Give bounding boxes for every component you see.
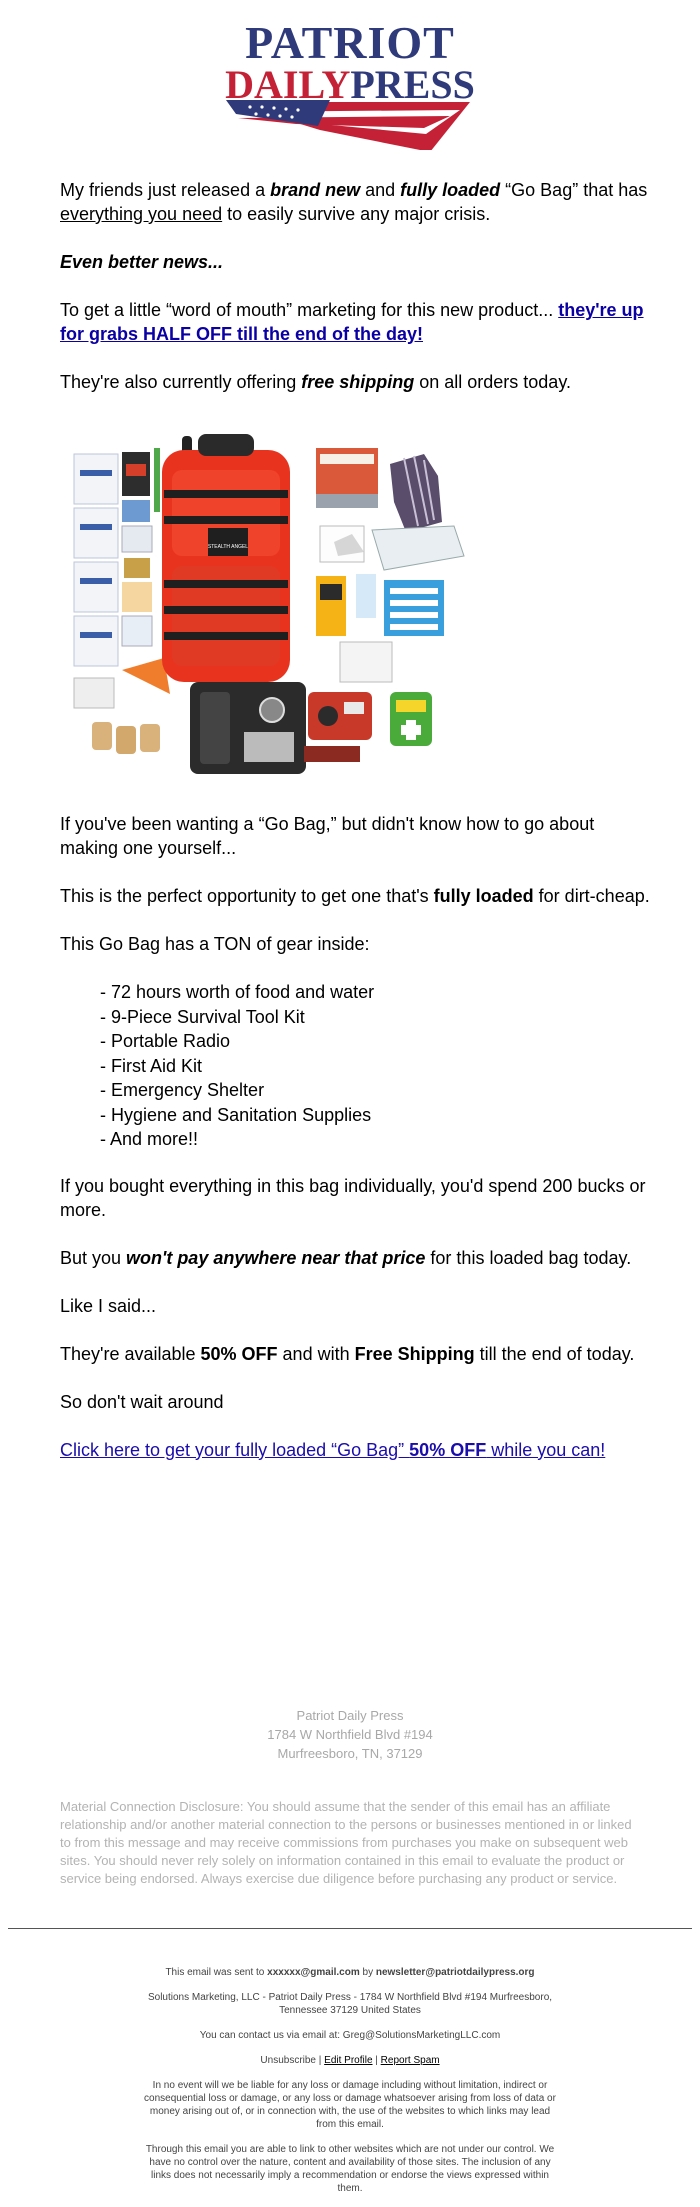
gear-list-item: - First Aid Kit	[100, 1055, 203, 1076]
solutions-marketing-line: Solutions Marketing, LLC - Patriot Daily Press - 1784 W Northfield Blvd #194 Murfreesboro, Tennessee 37129 United States	[147, 1992, 553, 2016]
dont-wait-paragraph: So don't wait around	[60, 1391, 224, 1412]
gear-list-item: - Emergency Shelter	[100, 1080, 265, 1100]
individual-cost-paragraph: If you bought everything in this bag individually, you'd spend 200 bucks or more.	[60, 1175, 646, 1220]
contact-line: You can contact us via email at: Greg@SolutionsMarketingLLC.com	[199, 2030, 501, 2041]
food-bars	[74, 658, 170, 754]
cta-paragraph	[60, 1438, 650, 1462]
gloves	[390, 454, 442, 532]
red-backpack	[162, 434, 290, 682]
water-packets	[74, 454, 118, 666]
cta-link[interactable]: Click here to get your fully loaded “Go Bag” 50% OFF while you can!	[60, 1439, 606, 1460]
email-body	[60, 178, 650, 1486]
tool-kit	[190, 682, 306, 774]
available-paragraph: They're available 50% OFF and with Free Shipping till the end of today.	[60, 1343, 635, 1364]
footer-address-line-1: 1784 W Northfield Blvd #194	[267, 1727, 433, 1742]
emergency-shelter	[316, 448, 378, 508]
like-i-said-paragraph: Like I said...	[60, 1295, 157, 1316]
intro-paragraph: My friends just released a brand new and fully loaded “Go Bag” that has everything you need to easily survive any major crisis.	[60, 180, 648, 224]
logo-word-press: PRESS	[350, 62, 475, 107]
logo-word-daily: DAILY	[225, 62, 351, 107]
material-disclosure: Material Connection Disclosure: You should assume that the sender of this email has an affiliate relationship and/or another material connection to the persons or businesses mentioned in or linked to from this message and may receive commissions from purchases you make on subsequent web sites. You should never rely solely on information contained in this email to evaluate the product or service being endorsed. Always exercise due diligence before purchasing any product or service.	[60, 1799, 632, 1886]
wanting-go-bag-paragraph: If you've been wanting a “Go Bag,” but didn't know how to go about making one yourself...	[60, 814, 595, 858]
goggles-and-mask	[320, 526, 464, 570]
portable-radio	[304, 692, 372, 762]
half-off-link[interactable]: they're up for grabs HALF OFF till the end of the day!	[60, 300, 644, 344]
even-better-news: Even better news...	[60, 252, 224, 272]
gear-list-item: - And more!!	[100, 1129, 199, 1149]
footer-divider	[8, 1928, 692, 1929]
first-aid-kit	[390, 692, 432, 746]
logo-line-patriot: PATRIOT	[245, 17, 455, 68]
hygiene-supplies	[316, 574, 444, 682]
half-off-paragraph: To get a little “word of mouth” marketing for this new product... they're up for grabs HALF OFF till the end of the day!	[60, 300, 644, 344]
report-spam-link[interactable]: Report Spam	[380, 2055, 440, 2066]
unsubscribe-link[interactable]: Unsubscribe	[260, 2055, 316, 2066]
flag-graphic	[226, 100, 470, 150]
backpack-badge-text: STEALTH ANGEL	[207, 544, 249, 550]
footer-address	[0, 1706, 700, 1763]
footer-address-line-2: Murfreesboro, TN, 37129	[277, 1746, 423, 1761]
go-bag-product-image[interactable]	[72, 430, 492, 778]
opportunity-paragraph: This is the perfect opportunity to get one that's fully loaded for dirt-cheap.	[60, 886, 650, 906]
gear-list-item: - Portable Radio	[100, 1031, 231, 1051]
small-kits	[122, 448, 160, 646]
edit-profile-link[interactable]: Edit Profile	[324, 2055, 373, 2066]
free-shipping-paragraph: They're also currently offering free shipping on all orders today.	[60, 372, 571, 392]
sender-email: newsletter@patriotdailypress.org	[375, 1967, 535, 1978]
external-links-notice: Through this email you are able to link to other websites which are not under our control. We have no control over the nature, content and availability of those sites. The inclusion of any links does not necessarily imply a recommendation or endorse the views expressed within them.	[145, 2144, 555, 2194]
legal-footer	[140, 1966, 560, 2207]
gear-list-item: - 72 hours worth of food and water	[100, 982, 375, 1002]
footer-links: Unsubscribe | Edit Profile | Report Spam	[260, 2055, 440, 2066]
footer-company: Patriot Daily Press	[296, 1708, 404, 1723]
sent-to-line: This email was sent to xxxxxx@gmail.com by newsletter@patriotdailypress.org	[165, 1967, 535, 1978]
gear-list-item: - 9-Piece Survival Tool Kit	[100, 1006, 305, 1027]
logo-line-daily-press	[225, 62, 475, 107]
gear-intro-paragraph: This Go Bag has a TON of gear inside:	[60, 934, 370, 954]
liability-notice: In no event will we be liable for any loss or damage including without limitation, indirect or consequential loss or damage, or any loss or damage whatsoever arising from loss of data or money arising out of, or in connection with, the use of the websites to which links may lead from this email.	[144, 2080, 556, 2130]
gear-list	[100, 980, 650, 1152]
recipient-email: xxxxxx@gmail.com	[267, 1967, 360, 1978]
price-paragraph: But you won't pay anywhere near that price for this loaded bag today.	[60, 1247, 632, 1268]
patriot-daily-press-logo[interactable]	[0, 10, 700, 150]
gear-list-item: - Hygiene and Sanitation Supplies	[100, 1104, 372, 1125]
